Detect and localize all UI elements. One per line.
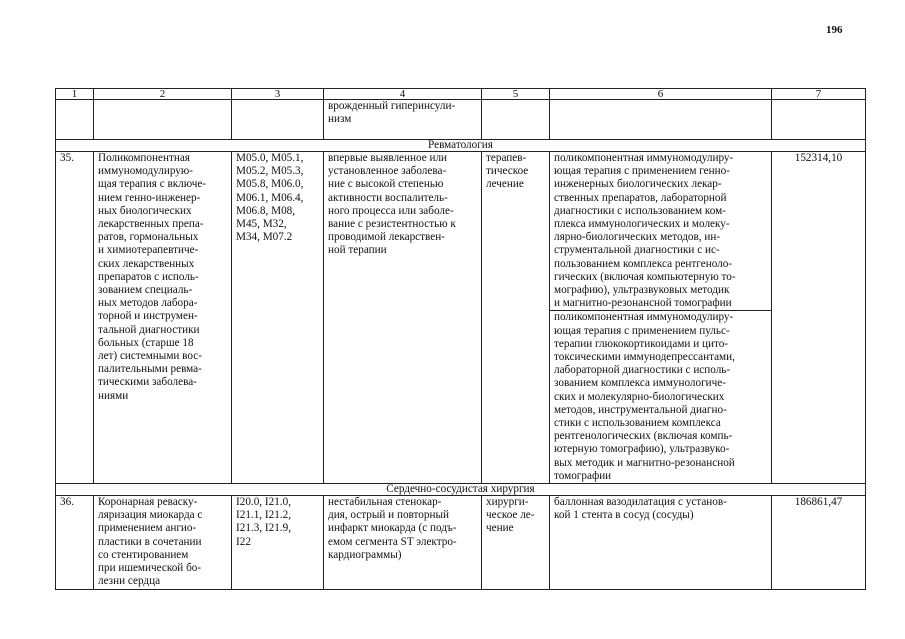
care-type-name: Поликомпонентная иммуномодулирую- щая терапия с включе- нием генно-инженер- ных биологических лекарственных препа- ратов, гормональных и химиотерапевтиче- ских лекарственных препаратов с исполь- зованием специаль- ных методов лабора- торной и инструмен- тальной диагностики больных (старше 18 лет) системными вос- палительными ревма- тическими заболева- ниями <box>94 152 232 484</box>
treatment-type: хирурги- ческое ле- чение <box>482 496 550 589</box>
medical-care-table <box>55 88 866 590</box>
row-number: 35. <box>56 152 94 484</box>
cost-value: 152314,10 <box>772 152 866 484</box>
page-number: 196 <box>826 24 843 36</box>
cost-value: 186861,47 <box>772 496 866 589</box>
column-number: 3 <box>232 89 324 100</box>
column-number: 7 <box>772 89 866 100</box>
column-number: 5 <box>482 89 550 100</box>
column-number: 2 <box>94 89 232 100</box>
row-number: 36. <box>56 496 94 589</box>
carry-over-text: врожденный гиперинсули- низм <box>324 100 482 140</box>
section-header-row <box>56 484 866 496</box>
treatment-method: баллонная вазодилатация с установ- кой 1 стента в сосуд (сосуды) <box>550 496 772 589</box>
treatment-type: терапев- тическое лечение <box>482 152 550 484</box>
patient-model: нестабильная стенокар- дия, острый и повторный инфаркт миокарда (с подъ- емом сегмента ST электро- кардиограммы) <box>324 496 482 589</box>
icd-codes: I20.0, I21.0, I21.1, I21.2, I21.3, I21.9, I22 <box>232 496 324 589</box>
column-number: 6 <box>550 89 772 100</box>
column-number: 4 <box>324 89 482 100</box>
column-number-row <box>56 89 866 100</box>
section-header-row <box>56 140 866 152</box>
care-type-name: Коронарная реваску- ляризация миокарда с применением ангио- пластики в сочетании со стентированием при ишемической бо- лезни сердца <box>94 496 232 589</box>
section-title: Ревматология <box>56 140 866 152</box>
table-row <box>56 496 866 589</box>
treatment-methods-cell <box>550 152 772 484</box>
section-title: Сердечно-сосудистая хирургия <box>56 484 866 496</box>
icd-codes: M05.0, M05.1, M05.2, M05.3, M05.8, M06.0, M06.1, M06.4, M06.8, M08, M45, M32, M34, M07.2 <box>232 152 324 484</box>
table-row <box>56 152 866 484</box>
column-number: 1 <box>56 89 94 100</box>
treatment-method: поликомпонентная иммуномодулиру- ющая терапия с применением пульс- терапии глюкокортикоидами и цито- токсическими иммунодепрессантами, лабораторной диагностики с исполь- зованием комплекса иммунологиче- ских и молекулярно-биологических методов, инструментальной диагно- стики с использованием комплекса рентгенологических (включая компь- ютерную томографию), ультразвуко- вых методик и магнитно-резонансной томографии <box>554 311 735 482</box>
patient-model: впервые выявленное или установленное заболева- ние с высокой степенью активности воспалитель- ного процесса или заболе- вание с резистентностью к проводимой лекарствен- ной терапии <box>324 152 482 484</box>
carry-over-row <box>56 100 866 140</box>
treatment-method: поликомпонентная иммуномодулиру- ющая терапия с применением генно- инженерных биологических лекар- ственных препаратов, лабораторной диагностики с использованием ком- плекса иммунологических и молеку- лярно-биологических методов, ин- струментальной диагностики с ис- пользованием комплекса рентгеноло- гических (включая компьютерную то- мографию), ультразвуковых методик и магнитно-резонансной томографии <box>550 152 771 311</box>
